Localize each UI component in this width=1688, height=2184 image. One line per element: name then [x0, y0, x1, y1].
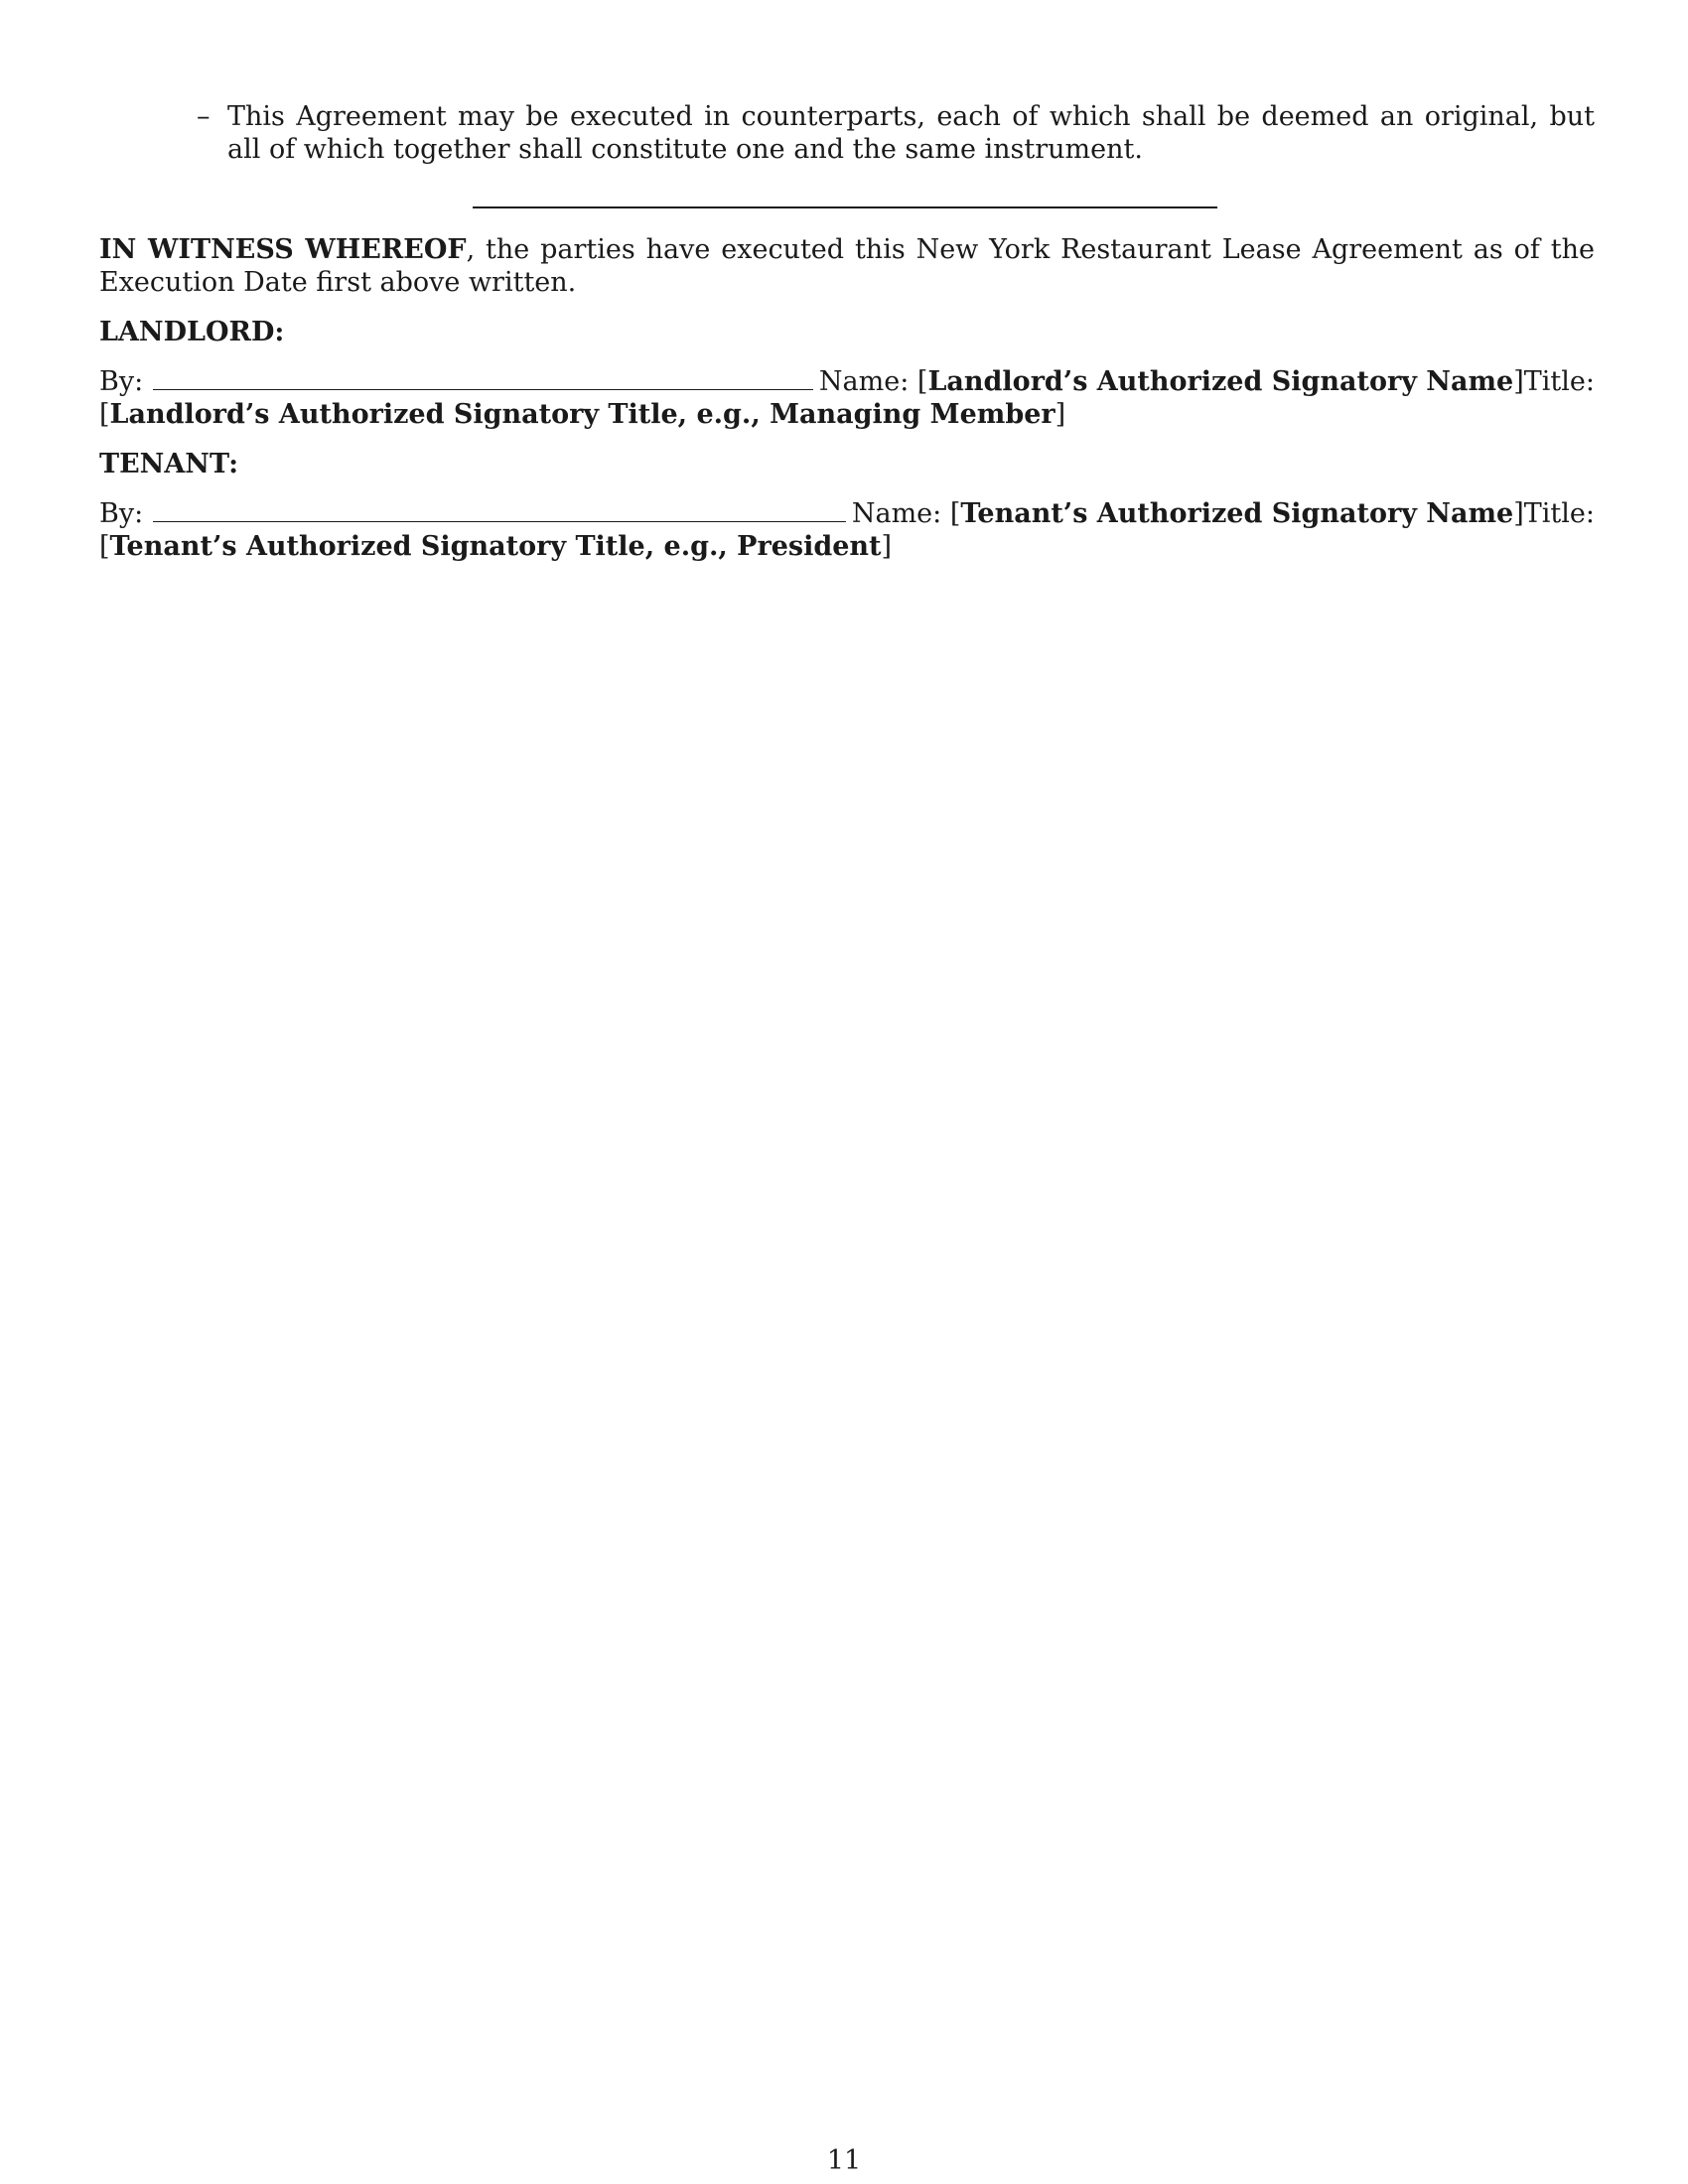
- landlord-name-label: Name:: [818, 366, 910, 397]
- tenant-by-label: By:: [99, 498, 144, 529]
- tenant-title-label: Title:: [1523, 498, 1595, 529]
- section-divider: [473, 206, 1217, 208]
- tenant-name-label: Name:: [851, 498, 942, 529]
- dash-bullet: –: [197, 101, 211, 132]
- landlord-signature-block: By: Name: [ Landlord’s Authorized Signatory Name ] Title: [Landlord’s Authorized Signatory Title, e.g., Managing Member]: [99, 363, 1595, 431]
- landlord-name-value: Landlord’s Authorized Signatory Name: [927, 366, 1514, 397]
- tenant-name-value: Tenant’s Authorized Signatory Name: [960, 498, 1514, 529]
- tenant-signature-line[interactable]: [153, 495, 846, 522]
- tenant-signature-block: By: Name: [ Tenant’s Authorized Signatory Name ] Title: [Tenant’s Authorized Signatory Title, e.g., President]: [99, 495, 1595, 563]
- witness-paragraph: [99, 233, 1595, 299]
- counterparts-clause-text: This Agreement may be executed in counterparts, each of which shall be deemed an original, but all of which together shall constitute one and the same instrument.: [227, 101, 1595, 165]
- landlord-by-label: By:: [99, 366, 144, 397]
- tenant-title-value: Tenant’s Authorized Signatory Title, e.g., President: [109, 531, 882, 562]
- landlord-heading: LANDLORD:: [99, 317, 285, 347]
- landlord-title-label: Title:: [1523, 366, 1595, 397]
- landlord-title-value: Landlord’s Authorized Signatory Title, e.g., Managing Member: [109, 399, 1055, 430]
- witness-lead: IN WITNESS WHEREOF: [99, 234, 467, 265]
- page-number: 11: [826, 2145, 862, 2176]
- landlord-signature-line[interactable]: [153, 363, 813, 390]
- witness-text: , the parties have executed this New York Restaurant Lease Agreement as of the Execution Date first above written.: [99, 234, 1596, 298]
- tenant-heading: TENANT:: [99, 449, 239, 479]
- list-item-counterparts: [197, 100, 1595, 166]
